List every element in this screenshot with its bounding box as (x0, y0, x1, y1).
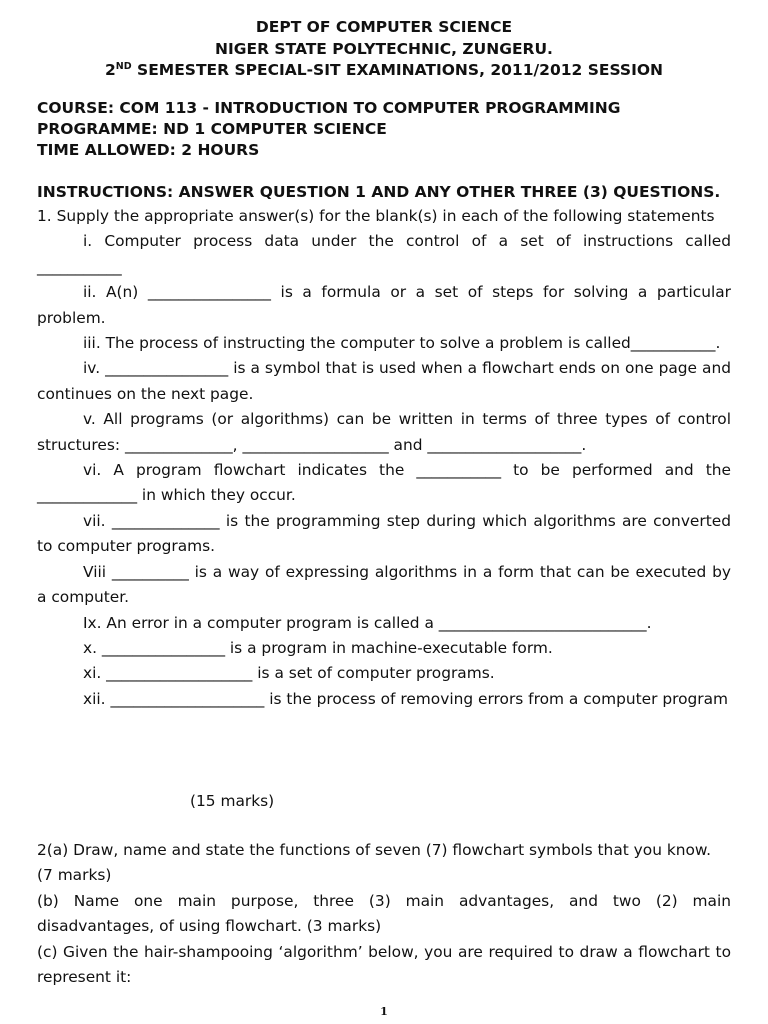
page-number: 1 (380, 1005, 388, 1018)
programme-line: PROGRAMME: ND 1 COMPUTER SCIENCE (37, 120, 387, 138)
question-1-item: vi. A program flowchart indicates the ___________ to be performed and the _____________ in which they occur. (37, 461, 731, 505)
question-2a: 2(a) Draw, name and state the functions of seven (7) flowchart symbols that you know. (37, 841, 711, 859)
exam-title: SEMESTER SPECIAL-SIT EXAMINATIONS, 2011/2012 SESSION (137, 61, 663, 79)
time-allowed-line: TIME ALLOWED: 2 HOURS (37, 141, 260, 159)
question-1-item: v. All programs (or algorithms) can be written in terms of three types of control structures: ______________, ___________________ and ____________________. (37, 410, 731, 454)
question-2a-marks: (7 marks) (37, 866, 112, 885)
department-heading: DEPT OF COMPUTER SCIENCE (255, 18, 513, 36)
semester-number: 2 (105, 61, 116, 79)
question-1-marks: (15 marks) (190, 792, 275, 810)
question-1-item: x. ________________ is a program in machine-executable form. (83, 638, 553, 657)
question-2 (37, 838, 731, 990)
question-1-item: Viii __________ is a way of expressing algorithms in a form that can be executed by a computer. (37, 562, 731, 607)
question-1-item: Ix. An error in a computer program is called a ___________________________. (83, 613, 652, 632)
question-1-item: ii. A(n) ________________ is a formula or a set of steps for solving a particular problem. (37, 283, 731, 327)
semester-superscript: ND (115, 61, 132, 72)
exam-title-heading (0, 60, 768, 81)
question-1-item: xi. ___________________ is a set of computer programs. (83, 664, 495, 683)
course-line: COURSE: COM 113 - INTRODUCTION TO COMPUTER PROGRAMMING (37, 99, 621, 117)
question-1-item: xii. ____________________ is the process of removing errors from a computer program (83, 689, 729, 708)
instructions-line: INSTRUCTIONS: ANSWER QUESTION 1 AND ANY OTHER THREE (3) QUESTIONS. (37, 183, 721, 201)
question-1 (37, 204, 731, 712)
question-1-item: iii. The process of instructing the computer to solve a problem is called___________. (83, 334, 721, 353)
question-2c: (c) Given the hair-shampooing ‘algorithm’ below, you are required to draw a flowchart to represent it: (37, 942, 731, 987)
question-1-item: iv. ________________ is a symbol that is used when a flowchart ends on one page and continues on the next page. (37, 359, 731, 403)
question-1-item: vii. ______________ is the programming step during which algorithms are converted to computer programs. (37, 511, 731, 556)
institution-heading: NIGER STATE POLYTECHNIC, ZUNGERU. (215, 40, 553, 58)
question-2b: (b) Name one main purpose, three (3) main advantages, and two (2) main disadvantages, of using flowchart. (3 marks) (37, 891, 731, 936)
question-1-item: i. Computer process data under the control of a set of instructions called ___________ (37, 232, 731, 276)
question-1-stem: 1. Supply the appropriate answer(s) for the blank(s) in each of the following statements (37, 207, 715, 225)
